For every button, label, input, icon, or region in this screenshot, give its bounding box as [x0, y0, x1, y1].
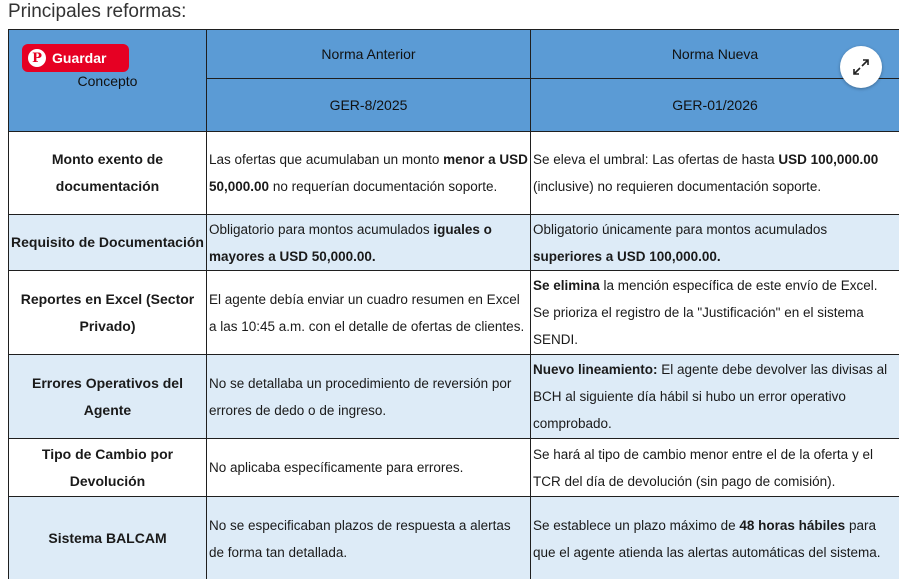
cell-text: Obligatorio únicamente para montos acumulados: [533, 221, 828, 237]
save-button-label: Guardar: [52, 50, 107, 66]
cell-text: la mención específica de este envío de Excel. Se prioriza el registro de la "Justificación" en el sistema SENDI.: [533, 278, 878, 347]
cell-text: No aplicaba específicamente para errores.: [209, 460, 464, 475]
header-concept: Concepto: [9, 30, 207, 132]
header-old-norm: Norma Anterior: [207, 30, 531, 79]
cell-text: El agente debía enviar un cuadro resumen en Excel a las 10:45 a.m. con el detalle de ofertas de clientes.: [209, 291, 525, 334]
cell-new-norm: [531, 497, 900, 580]
cell-new-norm: [531, 271, 900, 355]
pinterest-save-button[interactable]: [22, 44, 129, 72]
cell-old-norm: [207, 132, 531, 215]
bold-text: Se elimina: [533, 278, 600, 293]
table-row: [9, 271, 900, 355]
bold-text: superiores a USD 100,000.00.: [533, 248, 721, 264]
cell-old-norm: [207, 271, 531, 355]
cell-new-norm: [531, 439, 900, 497]
table-row: [9, 439, 900, 497]
table-body: [9, 132, 900, 580]
cell-old-norm: [207, 497, 531, 580]
cell-text: El agente debe devolver las divisas al BCH al siguiente día hábil si hubo un error operativo comprobado.: [533, 362, 888, 431]
cell-text: Se eleva el umbral: Las ofertas de hasta: [533, 152, 779, 167]
cell-concept: Sistema BALCAM: [9, 497, 207, 580]
bold-text: Nuevo lineamiento:: [533, 362, 658, 377]
cell-concept: Monto exento de documentación: [9, 132, 207, 215]
bold-text: menor a USD 50,000.00: [209, 152, 528, 194]
cell-text: Se hará al tipo de cambio menor entre el de la oferta y el TCR del día de devolución (sin pago de comisión).: [533, 446, 873, 489]
cell-text: Se establece un plazo máximo de: [533, 517, 740, 533]
cell-text: no requerían documentación soporte.: [269, 179, 498, 194]
bold-text: 48 horas hábiles: [739, 517, 846, 533]
bold-text: iguales o mayores a USD 50,000.00.: [209, 221, 492, 264]
cell-text: para que el agente atienda las alertas automáticas del sistema.: [533, 517, 881, 560]
reforms-table-container: [8, 29, 899, 579]
pinterest-logo-icon: P: [28, 49, 46, 67]
cell-concept: Requisito de Documentación: [9, 215, 207, 271]
table-row: [9, 132, 900, 215]
page-caption: Principales reformas:: [8, 1, 187, 22]
cell-old-norm: [207, 439, 531, 497]
cell-concept: Errores Operativos del Agente: [9, 355, 207, 439]
cell-text: No se especificaban plazos de respuesta a alertas de forma tan detallada.: [209, 517, 511, 560]
header-new-norm: Norma Nueva: [531, 30, 900, 79]
cell-text: (inclusive) no requieren documentación soporte.: [533, 179, 822, 194]
cell-new-norm: [531, 132, 900, 215]
header-old-ref: GER-8/2025: [207, 79, 531, 132]
table-row: [9, 497, 900, 580]
cell-concept: Tipo de Cambio por Devolución: [9, 439, 207, 497]
table-row: [9, 215, 900, 271]
expand-arrows-icon: [852, 58, 870, 76]
cell-new-norm: [531, 355, 900, 439]
bold-text: USD 100,000.00: [778, 152, 879, 167]
expand-button[interactable]: [840, 46, 882, 88]
cell-old-norm: [207, 355, 531, 439]
cell-concept: Reportes en Excel (Sector Privado): [9, 271, 207, 355]
cell-text: No se detallaba un procedimiento de reversión por errores de dedo o de ingreso.: [209, 375, 512, 418]
cell-old-norm: [207, 215, 531, 271]
table-row: [9, 355, 900, 439]
cell-text: Obligatorio para montos acumulados: [209, 221, 434, 237]
cell-new-norm: [531, 215, 900, 271]
cell-text: Las ofertas que acumulaban un monto: [209, 152, 444, 167]
reforms-table: [8, 29, 899, 579]
header-new-ref: GER-01/2026: [531, 79, 900, 132]
